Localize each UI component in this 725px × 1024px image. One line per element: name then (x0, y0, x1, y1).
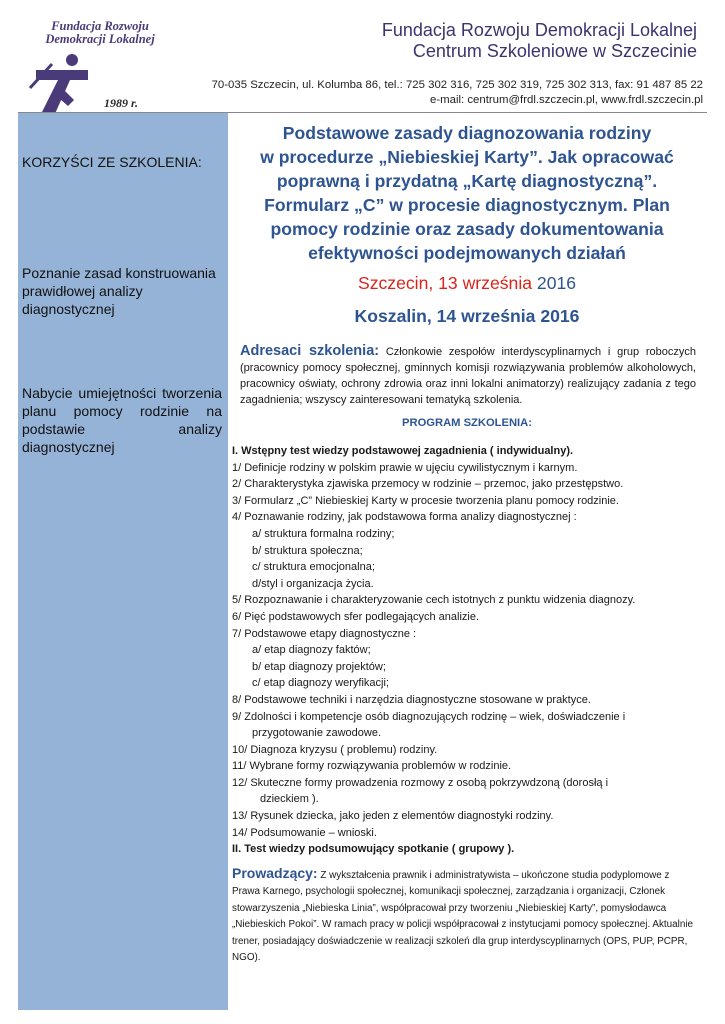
benefits-sidebar (18, 113, 228, 1010)
benefits-heading: KORZYŚCI ZE SZKOLENIA: (22, 154, 202, 170)
address-line-1: 70-035 Szczecin, ul. Kolumba 86, tel.: 725 302 316, 725 302 319, 725 302 313, fax: 91 487 85 22 (211, 79, 703, 91)
program-heading: PROGRAM SZKOLENIA: (402, 417, 532, 429)
list-item: 6/ Pięć podstawowych sfer podlegających analizie. (232, 610, 480, 623)
program-list (232, 443, 702, 858)
list-item: c/ struktura emocjonalna; (252, 561, 375, 574)
title-line: Formularz „C” w procesie diagnostycznym. Plan (264, 195, 670, 215)
list-item: 10/ Diagnoza kryzysu ( problemu) rodziny. (232, 743, 438, 756)
list-item: 1/ Definicje rodziny w polskim prawie w ujęciu cywilistycznym i karnym. (232, 461, 578, 474)
logo-line-1: Fundacja Rozwoju (51, 19, 149, 33)
list-item: d/styl i organizacja życia. (252, 577, 374, 590)
list-item: 2/ Charakterystyka zjawiska przemocy w rodzinie – przemoc, jako przestępstwo. (232, 478, 624, 491)
list-item: 8/ Podstawowe techniki i narzędzia diagnostyczne stosowane w praktyce. (232, 693, 591, 706)
date-szczecin-year: 2016 (536, 273, 577, 293)
title-line: w procedurze „Niebieskiej Karty”. Jak opracować (260, 147, 674, 167)
trainer-label: Prowadzący: (232, 864, 318, 881)
trainer-section (232, 865, 698, 967)
benefit-item-diagnosis: Poznanie zasad konstruowania prawidłowej analizy diagnostycznej (22, 265, 216, 317)
org-name-line-2: Centrum Szkoleniowe w Szczecinie (412, 41, 697, 61)
list-item: I. Wstępny test wiedzy podstawowej zagadnienia ( indywidualny). (232, 445, 574, 457)
list-item: 7/ Podstawowe etapy diagnostyczne : (232, 627, 417, 640)
foundation-logo (28, 14, 156, 114)
training-title (232, 121, 702, 265)
list-item: II. Test wiedzy podsumowujący spotkanie ( grupowy ). (232, 843, 515, 856)
list-item: przygotowanie zawodowe. (252, 727, 382, 740)
date-szczecin (232, 273, 702, 294)
list-item: b/ struktura społeczna; (252, 544, 363, 557)
date-szczecin-text: Szczecin, 13 września (357, 273, 533, 293)
logo-line-2: Demokracji Lokalnej (45, 32, 155, 46)
title-line: Podstawowe zasady diagnozowania rodziny (282, 123, 652, 143)
list-item: 13/ Rysunek dziecka, jako jeden z elementów diagnostyki rodziny. (232, 810, 554, 823)
trainer-bio: Z wykształcenia prawnik i administratywista – ukończone studia podyplomowe z Prawa Karnego, psychologii społecznej, komunikacji społecznej, zarządzania i organizacji, Członek stowarzyszenia „Niebieska Linia”, współpracował przy tworzeniu „Niebieskiej Karty”, pomysłodawca „Niebieskich Pokoi”. W ramach pracy w policji współpracował z instytucjami pomocy społecznej. Aktualnie trener, posiadający doświadczenie w realizacji szkoleń dla grup interdyscyplinarnych (OPS, PUP, PCPR, NGO). (232, 869, 694, 964)
audience-section (240, 343, 696, 408)
benefit-item-plan: Nabycie umiejętności tworzenia planu pomocy rodzinie na podstawie analizy diagnostycznej (22, 385, 222, 455)
list-item: 5/ Rozpoznawanie i charakteryzowanie cech istotnych z punktu widzenia diagnozy. (232, 594, 636, 607)
title-line: efektywności podejmowanych działań (308, 243, 626, 263)
organization-name (382, 20, 697, 62)
audience-label: Adresaci szkolenia: (240, 343, 380, 359)
date-koszalin: Koszalin, 14 września 2016 (354, 306, 580, 326)
org-name-line-1: Fundacja Rozwoju Demokracji Lokalnej (381, 20, 697, 40)
logo-text (44, 20, 156, 46)
main-content (232, 113, 702, 967)
list-item: 12/ Skuteczne formy prowadzenia rozmowy z osobą pokrzywdzoną (dorosłą i (232, 776, 609, 789)
audience-text: Członkowie zespołów interdyscyplinarnych i grup roboczych (pracownicy pomocy społecznej, gminnych komisji rozwiązywania problemów alkoholowych, pracownicy oświaty, ochrony zdrowia oraz inni lokalni animatorzy) realizujący zadania z tego zagadnienia; wszyscy zainteresowani tematyką szkolenia. (240, 346, 696, 406)
title-line: poprawną i przydatną „Kartę diagnostyczną”. (276, 171, 658, 191)
list-item: 14/ Podsumowanie – wnioski. (232, 826, 377, 839)
list-item: c/ etap diagnozy weryfikacji; (252, 677, 389, 690)
list-item: a/ struktura formalna rodziny; (252, 527, 395, 540)
running-figure-icon (28, 54, 108, 116)
contact-address (212, 78, 703, 108)
list-item: 11/ Wybrane formy rozwiązywania problemów w rodzinie. (232, 760, 512, 773)
address-line-2: e-mail: centrum@frdl.szczecin.pl, www.frdl.szczecin.pl (430, 94, 703, 106)
list-item: 4/ Poznawanie rodziny, jak podstawowa forma analizy diagnostycznej : (232, 511, 577, 524)
list-item: b/ etap diagnozy projektów; (252, 660, 386, 673)
list-item: a/ etap diagnozy faktów; (252, 644, 371, 657)
logo-year: 1989 r. (104, 96, 139, 110)
list-item: 3/ Formularz „C” Niebieskiej Karty w procesie tworzenia planu pomocy rodzinie. (232, 494, 619, 507)
title-line: pomocy rodzinie oraz zasady dokumentowania (270, 219, 664, 239)
list-item: dzieckiem ). (260, 793, 319, 806)
list-item: 9/ Zdolności i kompetencje osób diagnozujących rodzinę – wiek, doświadczenie i (232, 710, 626, 723)
